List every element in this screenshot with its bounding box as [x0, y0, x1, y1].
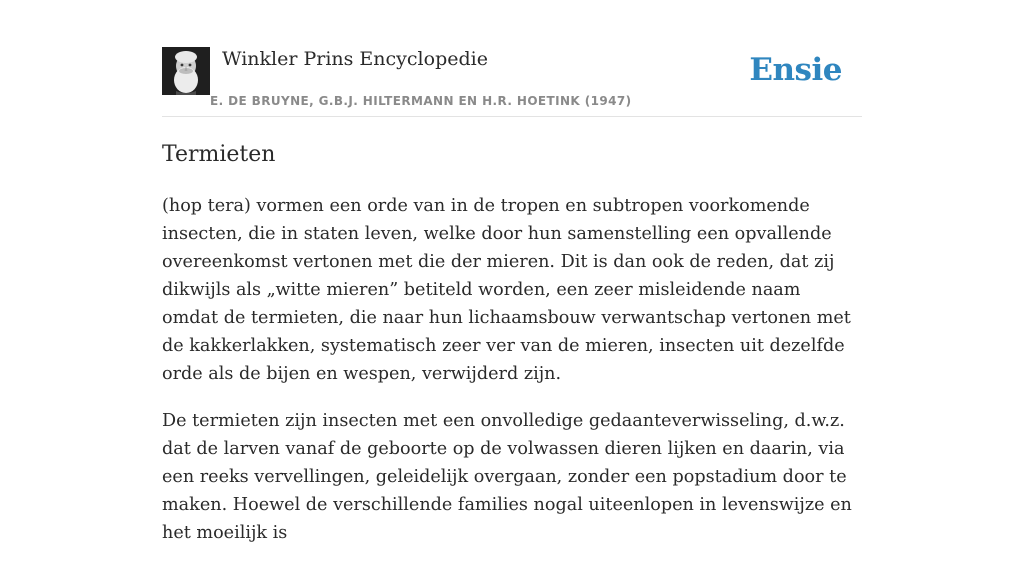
avatar[interactable] — [162, 47, 210, 95]
article-body — [162, 192, 862, 566]
source-title[interactable]: Winkler Prins Encyclopedie — [222, 48, 488, 70]
bearded-man-portrait-icon — [162, 47, 210, 95]
article-title: Termieten — [162, 142, 276, 167]
ensie-logo[interactable]: Ensie — [749, 52, 842, 88]
page — [162, 0, 862, 543]
article-paragraph: (hop tera) vormen een orde van in de tropen en subtropen voorkomende insecten, die in staten leven, welke door hun samenstelling een opvallende overeenkomst vertonen met die der mieren. Dit is dan ook de reden, dat zij dikwijls als „witte mieren” betiteld worden, een zeer misleidende naam omdat de termieten, die naar hun lichaamsbouw verwantschap vertonen met de kakkerlakken, systematisch zeer ver van de mieren, insecten uit dezelfde orde als de bijen en wespen, verwijderd zijn. — [162, 196, 851, 384]
source-header — [162, 0, 862, 117]
article-paragraph: De termieten zijn insecten met een onvolledige gedaanteverwisseling, d.w.z. dat de larven vanaf de geboorte op de volwassen dieren lijken en daarin, via een reeks vervellingen, geleidelijk overgaan, zonder een popstadium door te maken. Hoewel de verschillende families nogal uiteenlopen in levenswijze en het moeilijk is — [162, 411, 852, 543]
source-authors: E. DE BRUYNE, G.B.J. HILTERMANN EN H.R. HOETINK (1947) — [210, 94, 632, 108]
